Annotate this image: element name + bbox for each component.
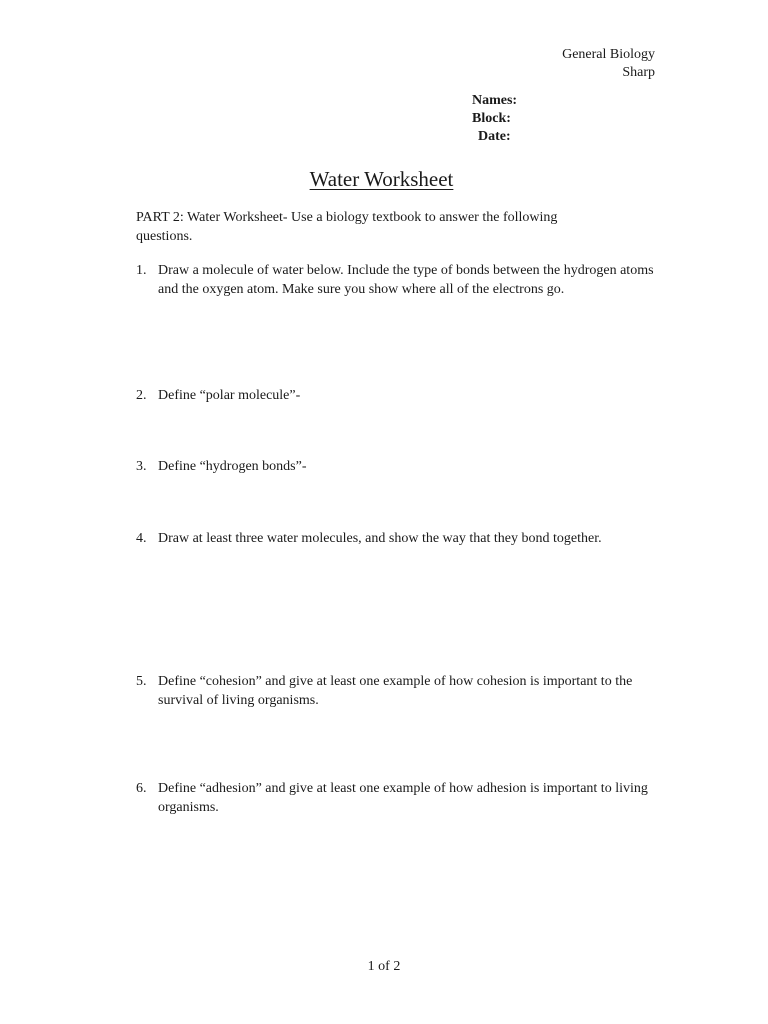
- question-number: 4.: [136, 531, 147, 546]
- question-item: [136, 387, 656, 406]
- names-label: Names:: [472, 93, 518, 108]
- question-item: [136, 458, 656, 477]
- question-item: [136, 780, 656, 817]
- page-title-text: Water Worksheet: [309, 167, 454, 191]
- question-text: Define “adhesion” and give at least one example of how adhesion is important to living organisms.: [158, 781, 648, 815]
- question-text: Draw at least three water molecules, and show the way that they bond together.: [158, 531, 602, 546]
- question-item: [136, 673, 656, 710]
- date-label: Date:: [478, 129, 511, 144]
- question-number: 5.: [136, 674, 147, 689]
- question-item: [136, 262, 656, 299]
- question-text: Define “polar molecule”-: [158, 388, 301, 403]
- page-number: 1 of 2: [367, 959, 401, 974]
- course-name: General Biology: [562, 47, 655, 62]
- course-header: [562, 46, 655, 82]
- question-number: 2.: [136, 388, 147, 403]
- question-item: [136, 530, 656, 549]
- question-number: 3.: [136, 459, 147, 474]
- question-number: 1.: [136, 263, 147, 278]
- question-text: Define “hydrogen bonds”-: [158, 459, 307, 474]
- page-title: [0, 166, 763, 192]
- student-info-fields: [472, 92, 517, 146]
- question-number: 6.: [136, 781, 147, 796]
- teacher-name: Sharp: [622, 65, 655, 80]
- question-text: Draw a molecule of water below. Include the type of bonds between the hydrogen atoms and the oxygen atom. Make sure you show where all of the electrons go.: [158, 263, 654, 297]
- intro-instructions: PART 2: Water Worksheet- Use a biology textbook to answer the following questions.: [136, 210, 558, 244]
- question-text: Define “cohesion” and give at least one example of how cohesion is important to the survival of living organisms.: [158, 674, 633, 708]
- block-label: Block:: [472, 111, 511, 126]
